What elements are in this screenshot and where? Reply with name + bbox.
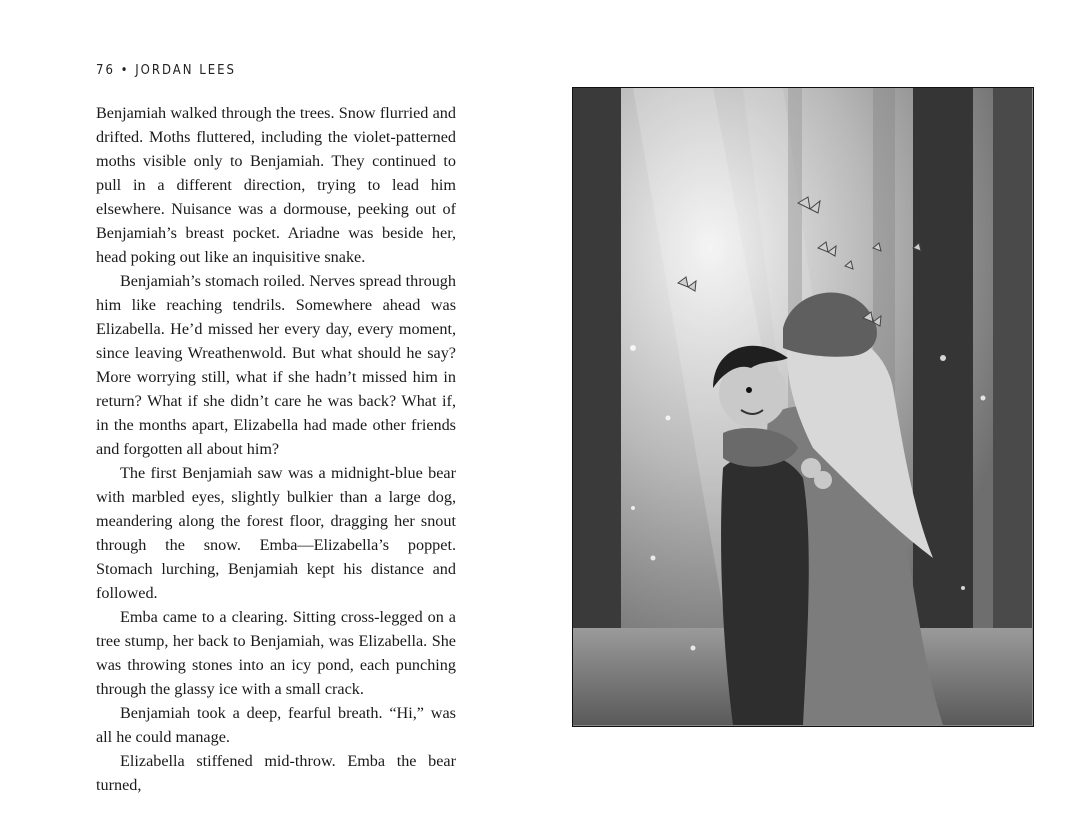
header-separator: •	[120, 63, 130, 78]
paragraph: Benjamiah walked through the trees. Snow flurried and drifted. Moths fluttered, including the violet-patterned moths visible only to Benjamiah. They continued to pull in a different direction, trying to lead him elsewhere. Nuisance was a dormouse, peeking out of Benjamiah’s breast pocket. Ariadne was beside her, head poking out like an inquisitive snake.	[96, 104, 456, 266]
page-number: 76	[96, 63, 115, 78]
paragraph: Elizabella stiffened mid-throw. Emba the bear turned,	[96, 752, 456, 794]
paragraph: Benjamiah took a deep, fearful breath. “Hi,” was all he could manage.	[96, 704, 456, 746]
running-header	[96, 63, 236, 78]
paragraph: Emba came to a clearing. Sitting cross-legged on a tree stump, her back to Benjamiah, was Elizabella. She was throwing stones into an icy pond, each punching through the glassy ice with a small crack.	[96, 608, 456, 698]
body-text	[96, 101, 456, 797]
author-name: JORDAN LEES	[135, 63, 236, 78]
paragraph: Benjamiah’s stomach roiled. Nerves spread through him like reaching tendrils. Somewhere ahead was Elizabella. He’d missed her every day, every moment, since leaving Wreathenwold. But what should he say? More worrying still, what if she hadn’t missed him in return? What if she didn’t care he was back? What if, in the months apart, Elizabella had made other friends and forgotten all about him?	[96, 272, 456, 458]
forest-hug-illustration	[572, 87, 1034, 727]
paragraph: The first Benjamiah saw was a midnight-blue bear with marbled eyes, slightly bulkier than a large dog, meandering along the forest floor, dragging her snout through the snow. Emba—Elizabella’s poppet. Stomach lurching, Benjamiah kept his distance and followed.	[96, 464, 456, 602]
